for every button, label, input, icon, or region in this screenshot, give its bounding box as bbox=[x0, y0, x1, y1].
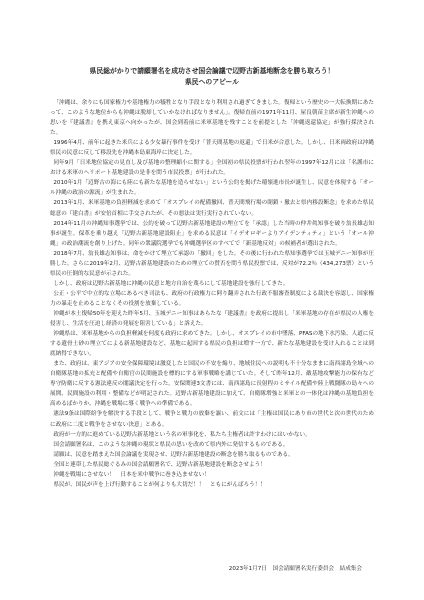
document-footer: 2023年1月7日 国会請願署名実行委員会 結成集会 bbox=[228, 566, 362, 572]
document-subtitle: 県民へのアピール bbox=[185, 78, 239, 86]
paragraph: また、政府は、東アジアの安全保障環境は激変したと国民の不安を煽り、地域住民への説明も不十分なままに南西諸島全域への自衛隊基地の拡充と配備や自衛官の民間施設を標的にする軍事戦略を講じていた。そして昨年12月、敵基地攻撃能力の保有など専守防衛に反する憲法違反の閣議決定を行った。安保関連3文書には、南西諸島に長射程のミサイル配備や陸上戦闘隊の島々への展開、民間施設の利用・整備などが明記された。辺野古新基地建設に加えて、自衛隊増強と米軍との一体化は沖縄の基地負担を高めるばかりか、沖縄を戦場に導く戦争への準備である。 bbox=[50, 361, 374, 408]
paragraph: 2013年1月、米軍基地の負担軽減を求めて「オスプレイの配備撤回、普天間飛行場の閉鎖・撤去と県内移設断念」を求めた県民総意の『建白書』が安倍首相に手交されたが、その悪法は実行実行されていない。 bbox=[50, 200, 374, 217]
paragraph: 2018年7月、翁長雄志知事は、命をかけて埋立て承認の「撤回」をした。その後に行われた県知事選挙では玉城デニー知事が圧勝した。さらに2019年2月、辺野古新基地建設のための埋立ての賛否を問う県民投票では、反対が72.2％（434,273票）という県民の圧倒的な民意が示された。 bbox=[50, 250, 374, 277]
paragraph: 請願は、民意を踏まえた国会論議を実現させ、辺野古新基地建設の断念を勝ち取るものである。 bbox=[53, 451, 294, 458]
paragraph: 県民が、国民が声を上げ行動することが何よりも大切だ！！ ともにがんばろう！！ bbox=[53, 481, 266, 488]
paragraph: 沖縄が本土復帰50年を迎えた昨年5月、玉城デニー知事はあらたな『建議書』を政府に提出し「米軍基地の存在が県民の人権を侵害し、生活を圧迫し経済の発展を阻害している」と訴えた。 bbox=[50, 310, 374, 328]
paragraph: 2014年11月の沖縄知事選挙では、公約を破って辺野古新基地建設の埋立てを「承認」した当時の仲井眞知事を破り翁長雄志知事が誕生。保革を乗り越え「辺野古新基地建設阻止」を求める民意は「イデオロギーよりアイデンティティ」という「オール沖縄」の政治潮流を創り上げた。同年の衆議院選挙でも沖縄選挙区のすべてで「新基地反対」の候補者が選出された。 bbox=[50, 220, 374, 247]
document-body bbox=[50, 98, 374, 490]
paragraph: 1996年4月、前年に起きた米兵による少女暴行事件を受け「普天間基地の返還」で日米が合意した。しかし、日米両政府は沖縄県民の民意に反して移設先を沖縄本島東海岸に決定した。 bbox=[50, 140, 374, 157]
paragraph: 同年9月「日米地位協定の見直し及び基地の整理縮小に関する」全国初の県民投票が行われ翌年の1997年12月には「名護市における米軍のヘリポート基地建設の是非を問う市民投票」が行われた。 bbox=[50, 160, 374, 177]
paragraph: 「沖縄は、余りにも国家権力や基地権力の犠牲となり手段となり利用され過ぎてきました。復帰という歴史の一大転換期にあたって、このような地位からも沖縄は脱却していかなければなりません」。復帰直前の1971年11月、屋良朝苗主席が新生沖縄への思いを『建議書』を携え東京へ向かったが、国会到着前に米軍基地を残すことを前提とした「沖縄返還協定」が強行採決された。 bbox=[50, 100, 374, 137]
paragraph: 国会請願署名は、このような沖縄の現状と県民の思いを改めて県内外に発信するものである。 bbox=[53, 441, 289, 448]
paragraph: 沖縄県は、米軍基地からの負担軽減を何度も政府に求めてきた。しかし、オスプレイの市中墜落、PFASの地下水汚染、人道に反する遺骨土砂の埋立てによる新基地建設など、基地に起因する県民の負担は増す一方で、新たな基地建設を受け入れることは到底納得できない。 bbox=[50, 331, 374, 358]
paragraph: しかし、政府は辺野古新基地に沖縄の民意と地方自治を蔑ろにして基地建設を強行してきた。 bbox=[53, 280, 289, 287]
paragraph: 憲法9条は国際紛争を解決する手段として、戦争と戦力の放棄を謳い、前文には「主権は国民にあり市の世代と次の世代のために政府に二度と戦争をさせない決意」とある。 bbox=[50, 411, 374, 428]
paragraph: 全国と連帯した県民総ぐるみの国会請願署名で、辺野古新基地建設を断念させよう！ bbox=[53, 461, 266, 468]
paragraph: 政府が一方的に進めている辺野古新基地という名の軍事化を、私たち主権者は許すわけにはいかない。 bbox=[53, 431, 311, 438]
paragraph: 公正・公平で中立的な立場にあるべき司法も、政府の行政権力に阿り翻弄された行政不服審査制度による裁決を容認し、国家権力の暴走を止めることなくその役割を放棄している。 bbox=[50, 290, 374, 307]
paragraph: 2010年1月「辺野古の海にも陸にも新たな基地を造らせない」という公約を掲げた稲嶺進市長が誕生し、民意を体現する「オール沖縄の政治の源流」が生まれた。 bbox=[50, 180, 374, 197]
document-title: 県民総がかりで請願署名を成功させ国会論議で辺野古新基地断念を勝ち取ろう！ bbox=[89, 67, 335, 75]
paragraph: 沖縄を戦場にさせない！ 日本を米中戦争に巻き込ませない！ bbox=[53, 471, 210, 478]
